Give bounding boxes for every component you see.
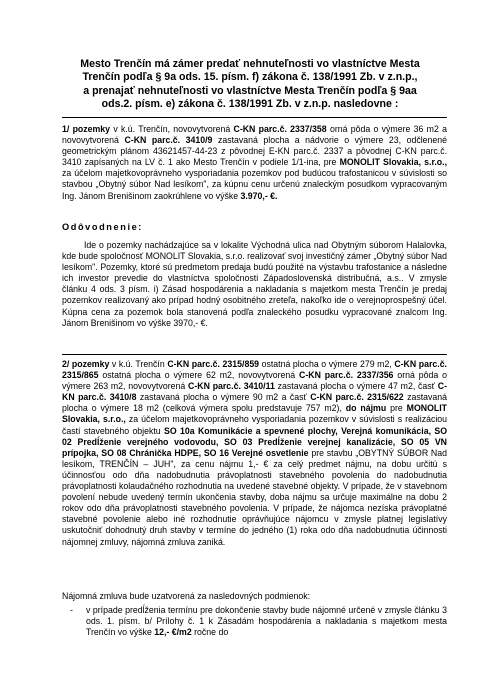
document-title [60,58,440,111]
text-run: ostatná plocha o výmere 62 m2, novovytvorená [98,370,300,381]
text-run: v prípade predĺženia termínu pre dokončenie stavby bude nájomné určené v zmysle článku 3 ods. 1. písm. b/ Prílohy č. 1 k Zásadám hospodárenia a nakladania s majetkom mesta Trenčín vo výške [86,605,447,638]
buyer-name: MONOLIT Slovakia, s.r.o., [339,157,447,168]
lease-item-paragraph [62,359,447,548]
list-item-text [86,605,447,638]
parcel-number: C-KN parc.č. 3410/8 [62,381,447,403]
sale-item-paragraph [62,124,447,202]
sale-price: 3.970,- €. [240,190,278,201]
list-item [62,605,447,638]
parcel-number: C-KN parc.č. 2315/622 [310,392,404,403]
item-number: 1/ pozemky [62,124,111,134]
list-dash: - [70,605,73,615]
text-run: v k.ú. Trenčín [109,359,168,369]
text-run: zastavaná plocha o výmere 90 m2 a časť [136,392,311,403]
parcel-number: C-KN parc.č. 2337/358 [233,124,327,134]
middle-divider [62,354,447,355]
text-run: ročne do [191,627,229,638]
conditions-list [62,605,447,638]
top-divider [62,117,447,118]
title-line: a prenajať nehnuteľnosti vo vlastníctve Mesta Trenčín podľa § 9aa [83,84,417,97]
parcel-number: C-KN parc.č. 3410/9 [124,135,213,146]
text-run: za účelom majetkovoprávneho vysporiadania pozemkov pod budúcou trafostanicou v súvislosti so stavbou „Obytný súbor Nad lesíkom", za kúpnu cenu určenú znaleckým posudkom vypracovaným Ing. Jánom Brenišinom zaokrúhlene vo výške [62,168,447,201]
text-run: zastavaná plocha a nádvorie o výmere 23, odčlenené geometrickým plánom 43621457-44-23 z pôvodnej E-KN parc.č. 2337 a pôvodnej C-KN parc.č. 3410 zapísaných na LV č. 1 ako Mesto Trenčín v podiele 1/1-ina, pre [62,135,448,168]
construction-objects: SO 10a Komunikácie a spevnené plochy, Verejná komunikácia, SO 02 Predĺženie verejného vodovodu, SO 03 Predĺženie verejnej kanalizácie, SO 05 VN prípojka, SO 08 Chránička HDPE, SO 16 Verejné osvetlenie [62,425,448,458]
text-run: pre stavbu „OBYTNÝ SÚBOR Nad lesíkom, TRENČÍN – JUH", za cenu nájmu 1,- € za celý predmet nájmu, na dobu určitú s účinnosťou odo dňa nadobudnutia právoplatnosti stavebného povolenia do nadobudnutia právoplatnosti kolaudačného rozhodnutia na uvedené stavebné objekty. V prípade, že v stavebnom povolení nebude uvedený termín ukončenia stavby, doba nájmu sa určuje maximálne na dobu 2 rokov odo dňa právoplatnosti stavebného povolenia. V prípade, že nájomca nezíska právoplatné stavebné povolenie alebo iné rozhodnutie oprávňujúce nájomcu v zmysle platnej legislatívy uskutočniť dohodnutý druh stavby v termíne do jedného (1) roka odo dňa nadobudnutia účinnosti nájomnej zmluvy, nájomná zmluva zaniká. [62,447,447,547]
contract-conditions-intro: Nájomná zmluva bude uzatvorená za nasledovných podmienok: [62,591,311,601]
text-run: orná pôda o výmere 36 m2 a novovytvorená [62,124,447,146]
parcel-number: C-KN parc.č. 2337/356 [299,370,394,381]
text-run: za účelom majetkovoprávneho vysporiadania pozemkov v súvislosti s realizáciou častí stavebného objektu [62,414,447,436]
justification-heading: Odôvodnenie: [62,222,143,232]
title-line: Trenčín podľa § 9a ods. 15. písm. f) zákona č. 138/1991 Zb. v z.n.p., [82,71,418,84]
text-run: orná pôda o výmere 263 m2, novovytvorená [62,370,448,392]
text-run: zastavaná plocha o výmere 47 m2, časť [274,381,438,392]
tenant-name: MONOLIT Slovakia, s.r.o., [62,403,447,425]
justification-paragraph: Ide o pozemky nachádzajúce sa v lokalite Východná ulica nad Obytným súborom Halalovka, kde bude spoločnosť MONOLIT Slovakia, s.r.o. realizovať svoj investičný zámer „Obytný súbor Nad lesíkom". Pozemky, ktoré sú predmetom predaja budú použité na výstavbu trafostanice a následne ich investor prevedie do vlastníctva spoločnosti Západoslovenská distribučná, a.s.. V zmysle článku 4 ods. 3 písm. i) Zásad hospodárenia a nakladania s majetkom mesta Trenčín je predaj pozemkov realizovaný ako prípad hodný osobitného zreteľa, nakoľko ide o verejnoprospešný účel. Kúpna cena za pozemok bola stanovená podľa znaleckého posudku vypracované znalcom Ing. Jánom Brenišinom vo výške 3970,- €. [62,240,447,328]
parcel-number: C-KN parc.č. 2315/865 [62,359,447,381]
text-run: pre [386,403,407,414]
lease-label: do nájmu [345,403,387,414]
text-run: v k.ú. Trenčín, novovytvorená [110,124,234,134]
text-run: zastavaná plocha o výmere 18 m2 (celková výmera spolu predstavuje 757 m2), [62,392,447,414]
text-run: ostatná plocha o výmere 279 m2, [259,359,395,369]
title-line: Mesto Trenčín má zámer predať nehnuteľnosti vo vlastníctve Mesta [80,58,420,70]
title-line: ods.2. písm. e) zákona č. 138/1991 Zb. v z.n.p. nasledovne : [101,97,399,110]
item-number: 2/ pozemky [62,359,110,369]
parcel-number: C-KN parc.č. 3410/11 [188,381,275,392]
rent-price: 12,- €/m2 [154,627,192,638]
parcel-number: C-KN parc.č. 2315/859 [167,359,260,369]
